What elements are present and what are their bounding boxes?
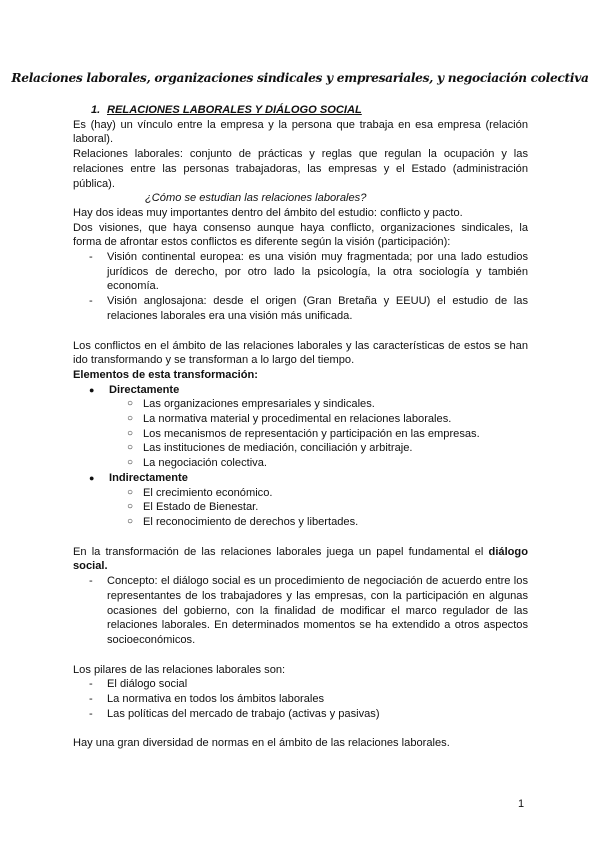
list-item: ○ El Estado de Bienestar. (127, 501, 259, 514)
list-item: ○ Los mecanismos de representación y participación en las empresas. (127, 427, 480, 440)
page-number: 1 (518, 798, 525, 810)
list-item: ○ El reconocimiento de derechos y libertades. (127, 515, 359, 528)
list-item: - Las políticas del mercado de trabajo (activas y pasivas) (89, 707, 380, 720)
definition-paragraph: Relaciones laborales: conjunto de prácticas y reglas que regulan la ocupación y las relaciones entre las personas trabajadoras, las empresas y el Estado (administración pública). (73, 148, 528, 190)
visions-list (73, 250, 528, 324)
section-title: RELACIONES LABORALES Y DIÁLOGO SOCIAL (107, 104, 362, 116)
closing-paragraph: Hay una gran diversidad de normas en el ámbito de las relaciones laborales. (73, 737, 450, 750)
indirect-group (73, 471, 528, 486)
direct-label: ● Directamente (89, 383, 180, 396)
list-item: ○ Las instituciones de mediación, conciliación y arbitraje. (127, 442, 413, 455)
intro-paragraph: Es (hay) un vínculo entre la empresa y la persona que trabaja en esa empresa (relación laboral). (73, 118, 528, 146)
pillars-intro: Los pilares de las relaciones laborales son: (73, 663, 286, 676)
list-item: - La normativa en todos los ámbitos laborales (89, 693, 325, 706)
section-number: 1. (91, 104, 101, 116)
list-item: - Visión anglosajona: desde el origen (Gran Bretaña y EEUU) el estudio de las relaciones laborales era una visión más unificada. (89, 295, 528, 322)
indirect-items (73, 486, 528, 530)
section-heading (73, 103, 528, 118)
elements-heading: Elementos de esta transformación: (73, 368, 258, 381)
concept-list (73, 574, 528, 648)
list-item: - El diálogo social (89, 678, 188, 691)
dialogue-term: diálogo social. (73, 545, 528, 573)
study-question: ¿Cómo se estudian las relaciones laborales? (145, 192, 367, 205)
visions-paragraph: Dos visiones, que haya consenso aunque haya conflicto, organizaciones sindicales, la forma de afrontar estos conflictos es diferente según la visión (participación): (73, 221, 528, 249)
list-item: ○ El crecimiento económico. (127, 486, 273, 499)
list-item: ○ La negociación colectiva. (127, 457, 267, 470)
dialogue-paragraph: En la transformación de las relaciones laborales juega un papel fundamental el diálogo social. (73, 545, 528, 573)
conflicts-paragraph: Los conflictos en el ámbito de las relaciones laborales y las características de estos se han ido transformando y se transforman a lo largo del tiempo. (73, 339, 528, 367)
pillars-list (73, 677, 528, 721)
indirect-label: ● Indirectamente (89, 471, 188, 484)
document-title: Relaciones laborales, organizaciones sindicales y empresariales, y negociación colectiva (11, 71, 589, 85)
ideas-paragraph: Hay dos ideas muy importantes dentro del ámbito del estudio: conflicto y pacto. (73, 206, 463, 219)
list-item: - Visión continental europea: es una visión muy fragmentada; por una lado estudios jurídicos de derecho, por otro lado la psicología, la otra sociología y también economía. (89, 251, 528, 293)
document-body (73, 103, 528, 751)
list-item: ○ La normativa material y procedimental en relaciones laborales. (127, 413, 452, 426)
direct-group (73, 383, 528, 398)
direct-items (73, 397, 528, 471)
list-item: ○ Las organizaciones empresariales y sindicales. (127, 398, 375, 411)
list-item: - Concepto: el diálogo social es un procedimiento de negociación de acuerdo entre los representantes de los trabajadores y las empresas, con la participación en algunas ocasiones del gobierno, con la finalidad de modificar el marco regulador de las relaciones laborales. En determinados momentos se ha extendido a otros aspectos socioeconómicos. (89, 575, 528, 646)
